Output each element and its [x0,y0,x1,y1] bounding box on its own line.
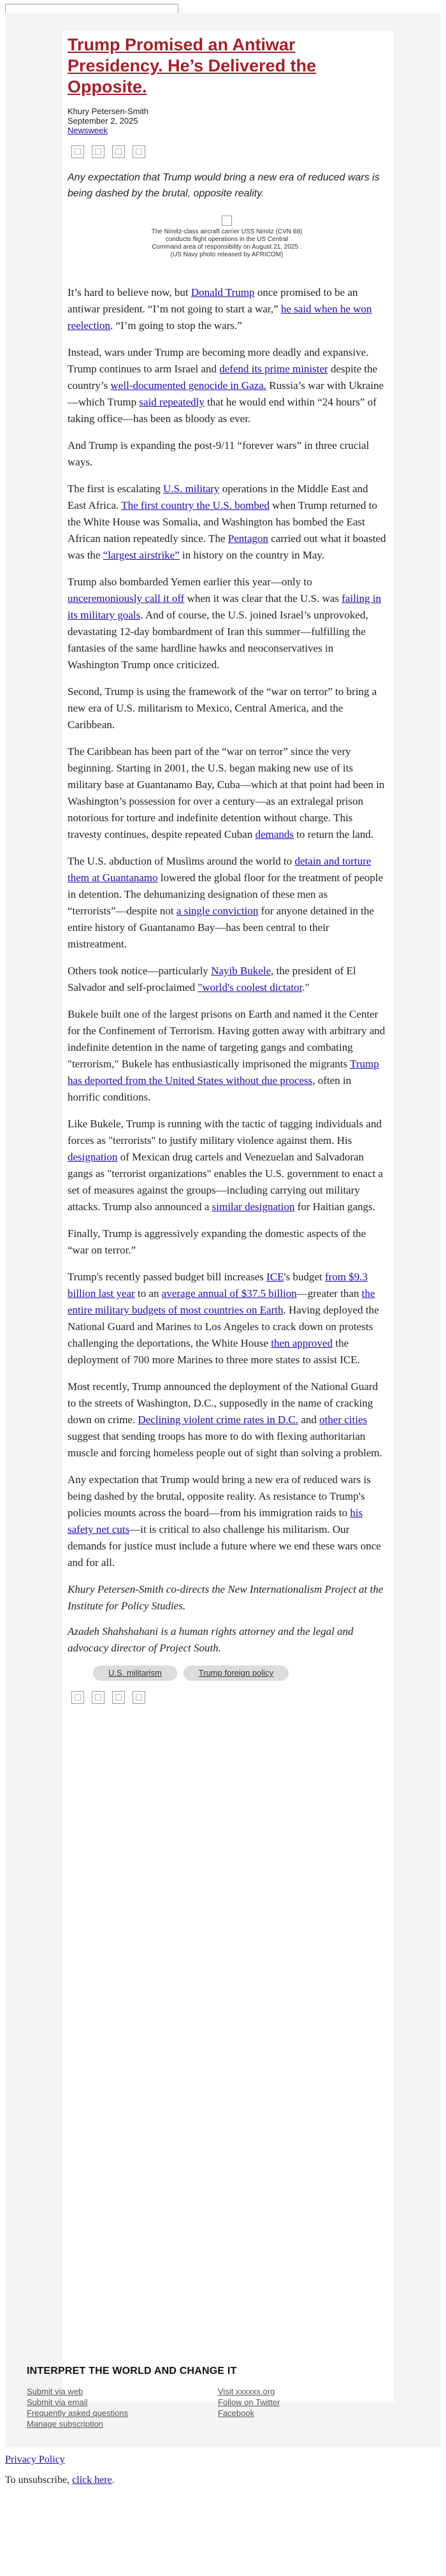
paragraph-text: for anyone detained in the entire history of Guantanamo Bay—has been central to their mistreatment. [68,905,375,950]
paragraph-text: , often in horrific conditions. [68,1074,352,1103]
paragraph-text: Like Bukele, Trump is running with the tactic of tagging individuals and forces as "terrorists" to justify military violence against them. His [68,1118,382,1146]
tag-us-militarism[interactable]: U.S. militarism [93,1665,177,1681]
faq-link[interactable]: Frequently asked questions [27,2408,128,2418]
inline-link[interactable]: the entire military budgets of most countries on Earth [68,1287,375,1316]
footer-column-right [218,2386,409,2429]
paragraph-text: Trump's recently passed budget bill increases [68,1271,267,1283]
image-caption: The Nimitz-class aircraft carrier USS Nimitz (CVN 68) conducts flight operations in the US Central Command area of responsibility on August 21, 2025 . (US Navy photo released by AFRICOM) [151,228,303,258]
email-share-icon[interactable] [133,145,145,158]
article-title-link[interactable]: Trump Promised an Antiwar Presidency. He’s Delivered the Opposite. [68,35,317,96]
inline-link[interactable]: The first country the U.S. bombed [121,499,270,511]
inline-link[interactable]: a single conviction [176,905,259,917]
inline-link[interactable]: Pentagon [227,532,269,545]
privacy-policy-link[interactable]: Privacy Policy [5,2454,65,2465]
facebook-share-icon[interactable] [92,1691,104,1704]
unsubscribe-text: To unsubscribe, [5,2475,73,2485]
body-paragraph [68,574,386,673]
paragraph-text: , the president of El Salvador and self-proclaimed [68,965,356,993]
inline-link[interactable]: then approved [271,1337,333,1349]
paragraph-text: that he would end within “24 hours” of taking office—has been as bloody as ever. [68,396,377,425]
paragraph-text: the deployment of 700 more Marines to three more states to assist ICE. [68,1337,360,1366]
inline-link[interactable]: "world's coolest dictator [198,981,303,993]
paragraph-text: Others took notice—particularly [68,965,212,977]
body-paragraph [68,963,386,996]
author-name: Khury Petersen-Smith [68,106,149,116]
submit-web-link[interactable]: Submit via web [27,2387,83,2396]
unsubscribe-line [5,2474,115,2487]
unsubscribe-end: . [112,2475,115,2485]
author-bio-1: Khury Petersen-Smith co-directs the New Internationalism Project at the Institute for Policy Studies. [68,1583,384,1612]
publish-date: September 2, 2025 [68,116,138,126]
inline-link[interactable]: Trump has deported from the United States without due process [68,1058,379,1087]
paragraph-text: when Trump returned to the White House was Somalia, and Washington has bombed the East African nation repeatedly since. The [68,499,377,545]
body-paragraph [68,853,386,953]
paragraph-text: lowered the global floor for the treatment of people in detention. The dehumanizing designation of these men as “terrorists”—despite not [68,872,384,917]
paragraph-text: Instead, wars under Trump are becoming more deadly and expansive. Trump continues to arm Israel and [68,346,369,375]
paragraph-text: to an [134,1287,162,1299]
body-paragraph [68,284,386,334]
inline-link[interactable]: he said when he won reelection [68,303,372,332]
body-paragraph [68,684,386,733]
body-paragraph [68,1116,386,1215]
article-image [222,216,232,226]
author-bio-2: Azadeh Shahshahani is a human rights attorney and the legal and advocacy director of Project South. [68,1625,354,1654]
inline-link[interactable]: unceremoniously call it off [68,592,185,604]
paragraph-text: . “I’m going to stop the wars.” [110,319,242,332]
paragraph-text: operations in the Middle East and East Africa. [68,483,368,511]
twitter-share-icon[interactable] [71,145,84,158]
paragraph-text: to return the land. [294,828,374,840]
inline-link[interactable]: similar designation [212,1201,295,1213]
paragraph-text: ." [302,981,310,993]
submit-email-link[interactable]: Submit via email [27,2397,88,2407]
paragraph-text: The Caribbean has been part of the “war on terror” since the very beginning. Starting in 2001, the U.S. began making new use of its military base at Guantanamo Bay, Cuba—which at that point had been in Washington’s possession for over a century—as an extralegal prison notorious for torture and indefinite detention without charge. This travesty continues, despite repeated Cuban [68,745,385,840]
paragraph-text: when it was clear that the U.S. was [184,592,342,604]
paragraph-text: Any expectation that Trump would bring a new era of reduced wars is being dashed by the brutal, opposite reality. As resistance to Trump's policies mounts across the board—from his immigration raids to [68,1474,371,1519]
inline-link[interactable]: his safety net cuts [68,1507,363,1535]
body-paragraph [68,1472,386,1571]
twitter-share-icon[interactable] [71,1691,84,1704]
inline-link[interactable]: other cities [319,1414,368,1426]
body-paragraph [68,1269,386,1368]
inline-link[interactable]: from $9.3 billion last year [68,1271,368,1299]
manage-subscription-link[interactable]: Manage subscription [27,2419,103,2429]
article-card [62,31,394,2403]
twitter-link[interactable]: Follow on Twitter [218,2397,280,2407]
inline-link[interactable]: demands [255,828,294,840]
inline-link[interactable]: defend its prime minister [219,363,328,375]
paragraph-text: It’s hard to believe now, but [68,286,191,298]
byline [68,106,386,135]
inline-link[interactable]: average annual of $37.5 billion [161,1287,297,1299]
inline-link[interactable]: Donald Trump [191,286,255,298]
unsubscribe-link[interactable]: click here [72,2475,112,2485]
inline-link[interactable]: said repeatedly [139,396,205,408]
paragraph-text: And Trump is expanding the post-9/11 “forever wars” in three crucial ways. [68,439,370,468]
visit-site-link[interactable]: Visit xxxxxx.org [218,2387,275,2396]
body-paragraph [68,437,386,471]
paragraph-text: and [298,1414,320,1426]
email-container [5,13,441,2447]
email-share-icon[interactable] [133,1691,145,1704]
inline-link[interactable]: ICE [266,1271,284,1283]
paragraph-text: —greater than [296,1287,362,1299]
legal-footer [5,2454,115,2487]
body-paragraph [68,1379,386,1461]
paragraph-text: Second, Trump is using the framework of the “war on terror” to bring a new era of U.S. militarism to Mexico, Central America, and the Caribbean. [68,685,377,731]
linkedin-share-icon[interactable] [112,1691,125,1704]
inline-link[interactable]: detain and torture them at Guantanamo [68,855,371,884]
paragraph-text: Russia’s war with Ukraine—which Trump [68,379,384,408]
article-dek: Any expectation that Trump would bring a new era of reduced wars is being dashed by the brutal, opposite reality. [68,172,380,199]
inline-link[interactable]: Nayib Bukele [211,965,271,977]
paragraph-text: in history on the country in May. [179,549,325,561]
inline-link[interactable]: Declining violent crime rates in D.C. [138,1414,299,1426]
paragraph-text: Trump also bombarded Yemen earlier this year—only to [68,576,312,588]
paragraph-text: despite the country’s [68,363,378,392]
paragraph-text: —it is critical to also challenge his militarism. Our demands for justice must include a future where we end these wars once and for all. [68,1523,381,1569]
paragraph-text: once promised to be an antiwar president. “I’m not going to start a war,” [68,286,358,315]
footer-heading: INTERPRET THE WORLD AND CHANGE IT [27,2366,237,2376]
paragraph-text: carried out what it boasted was the [68,532,386,561]
paragraph-text: 's budget [284,1271,325,1283]
inline-link[interactable]: U.S. military [163,483,220,495]
publication-link[interactable]: Newsweek [68,126,108,135]
body-paragraph [68,481,386,564]
body-paragraph [68,344,386,427]
paragraph-text: suggest that sending troops has more to do with flexing authoritarian muscle and forcing homeless people out of sight than solving a problem. [68,1430,382,1459]
body-paragraph [68,1226,386,1259]
paragraph-text: . And of course, the U.S. joined Israel’s unprovoked, devastating 12-day bombardment of Iran this summer—fulfilling the fantasies of the same hardline hawks and neoconservatives in Washington Trump once criticized. [68,609,368,671]
paragraph-text: of Mexican drug cartels and Venezuelan and Salvadoran gangs as "terrorist organizations" enables the U.S. government to enact a set of measures against the groups—including carrying out military attacks. Trump also announced a [68,1151,384,1213]
paragraph-text: The U.S. abduction of Muslims around the world to [68,855,295,867]
article-title [68,34,386,98]
footer-column-left [27,2386,218,2429]
inline-link[interactable]: designation [68,1151,118,1163]
paragraph-text: The first is escalating [68,483,164,495]
share-icons-top [71,145,386,158]
inline-link[interactable]: well-documented genocide in Gaza. [110,379,267,392]
inline-link[interactable]: “largest airstrike” [103,549,180,561]
paragraph-text: for Haitian gangs. [294,1201,376,1213]
topic-tags [93,1665,386,1681]
inline-link[interactable]: failing in its military goals [68,592,382,621]
article-body [68,284,386,1571]
facebook-link[interactable]: Facebook [218,2408,255,2418]
footer [5,2366,441,2429]
paragraph-text: Finally, Trump is aggressively expanding the domestic aspects of the “war on terror.” [68,1227,366,1256]
article-figure [68,216,386,259]
share-icons-bottom [71,1691,386,1704]
body-paragraph [68,743,386,843]
body-paragraph [68,1006,386,1106]
linkedin-share-icon[interactable] [112,145,125,158]
paragraph-text: . Having deployed the National Guard and Marines to Los Angeles to crack down on protests challenging the deportations, the White House [68,1304,379,1349]
facebook-share-icon[interactable] [92,145,104,158]
tag-trump-foreign-policy[interactable]: Trump foreign policy [183,1665,289,1681]
paragraph-text: Most recently, Trump announced the deployment of the National Guard to the streets of Washington, D.C., supposedly in the name of cracking down on crime. [68,1380,378,1426]
paragraph-text: Bukele built one of the largest prisons on Earth and named it the Center for the Confinement of Terrorism. Having gotten away with arbitrary and indefinite detention in the name of targeting gangs and combating "terrorism," Bukele has enthusiastically imprisoned the migrants [68,1008,385,1070]
